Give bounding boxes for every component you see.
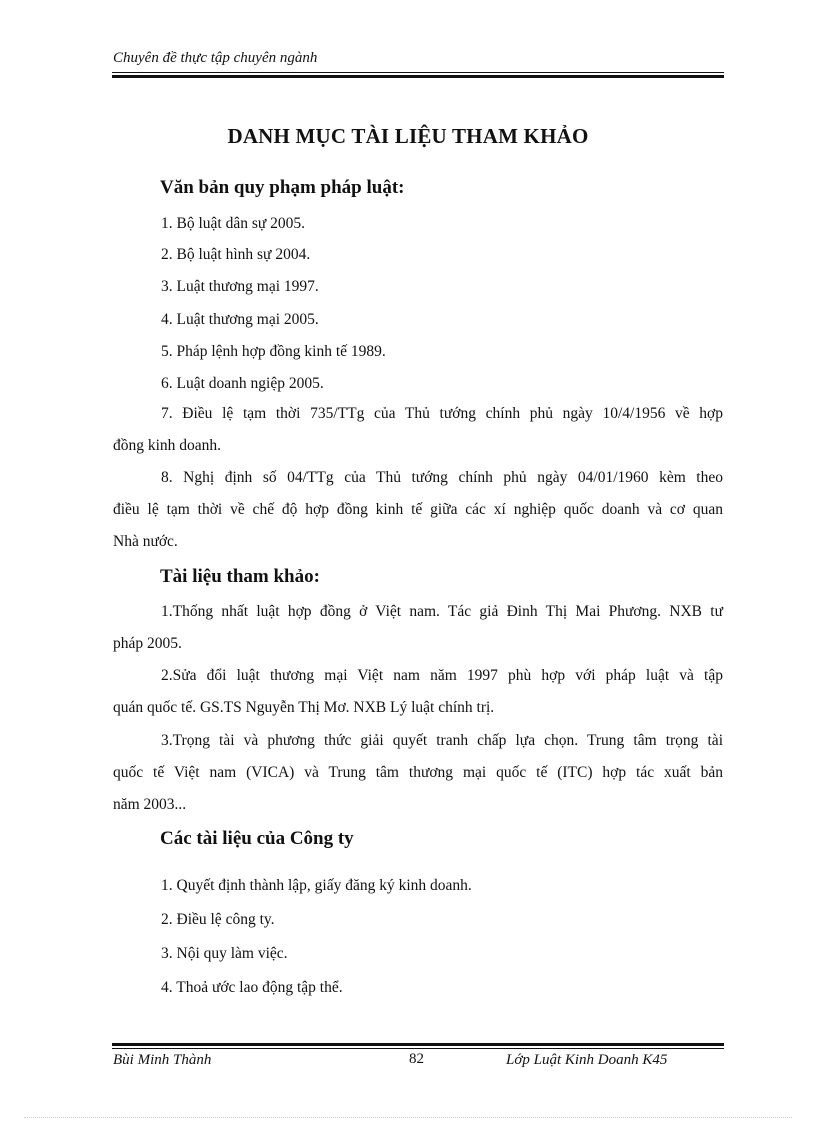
list-item-line: đồng kinh doanh. [113,437,222,454]
list-item-line: 2.Sửa đổi luật thương mại Việt nam năm 1997 phù hợp với pháp luật và tập [161,667,723,684]
section-heading-references: Tài liệu tham khảo: [160,566,320,587]
header-title: Chuyên đề thực tập chuyên ngành [113,50,318,66]
list-item-line: Nhà nước. [113,533,178,550]
list-item: 4. Luật thương mại 2005. [161,311,319,328]
list-item-line: quán quốc tế. GS.TS Nguyễn Thị Mơ. NXB Lý luật chính trị. [113,699,495,716]
header-rule-thin [112,72,724,73]
list-item-line: 3.Trọng tài và phương thức giải quyết tranh chấp lựa chọn. Trung tâm trọng tài [161,732,723,749]
list-item: 4. Thoả ước lao động tập thể. [161,979,343,996]
list-item: 1. Quyết định thành lập, giấy đăng ký kinh doanh. [161,877,472,894]
list-item-line: 1.Thống nhất luật hợp đồng ở Việt nam. Tác giả Đinh Thị Mai Phương. NXB tư [161,603,723,620]
footer-rule-thin [112,1048,724,1049]
list-item: 3. Nội quy làm việc. [161,945,288,962]
list-item: 2. Bộ luật hình sự 2004. [161,246,311,263]
list-item-line: quốc tế Việt nam (VICA) và Trung tâm thương mại quốc tế (ITC) hợp tác xuất bản [113,764,723,781]
footer-rule-thick [112,1043,724,1046]
page-title: DANH MỤC TÀI LIỆU THAM KHẢO [227,124,589,148]
footer-author: Bùi Minh Thành [113,1052,212,1068]
list-item: 5. Pháp lệnh hợp đồng kinh tế 1989. [161,343,386,360]
list-item: 1. Bộ luật dân sự 2005. [161,215,306,232]
list-item: 2. Điều lệ công ty. [161,911,275,928]
list-item-line: năm 2003... [113,796,187,813]
page-bottom-divider [24,1117,792,1118]
list-item-line: 8. Nghị định số 04/TTg của Thủ tướng chính phủ ngày 04/01/1960 kèm theo [161,469,723,486]
footer-class: Lớp Luật Kinh Doanh K45 [506,1052,668,1068]
list-item: 6. Luật doanh ngiệp 2005. [161,375,324,392]
header-rule-thick [112,75,724,78]
section-heading-company-documents: Các tài liệu của Công ty [160,828,354,849]
list-item-line: điều lệ tạm thời về chế độ hợp đồng kinh tế giữa các xí nghiệp quốc doanh và cơ quan [113,501,723,518]
list-item-line: 7. Điều lệ tạm thời 735/TTg của Thủ tướng chính phủ ngày 10/4/1956 về hợp [161,405,723,422]
footer-page-number: 82 [409,1051,424,1067]
list-item-line: pháp 2005. [113,635,182,652]
section-heading-legal-documents: Văn bản quy phạm pháp luật: [160,177,405,198]
list-item: 3. Luật thương mại 1997. [161,278,319,295]
